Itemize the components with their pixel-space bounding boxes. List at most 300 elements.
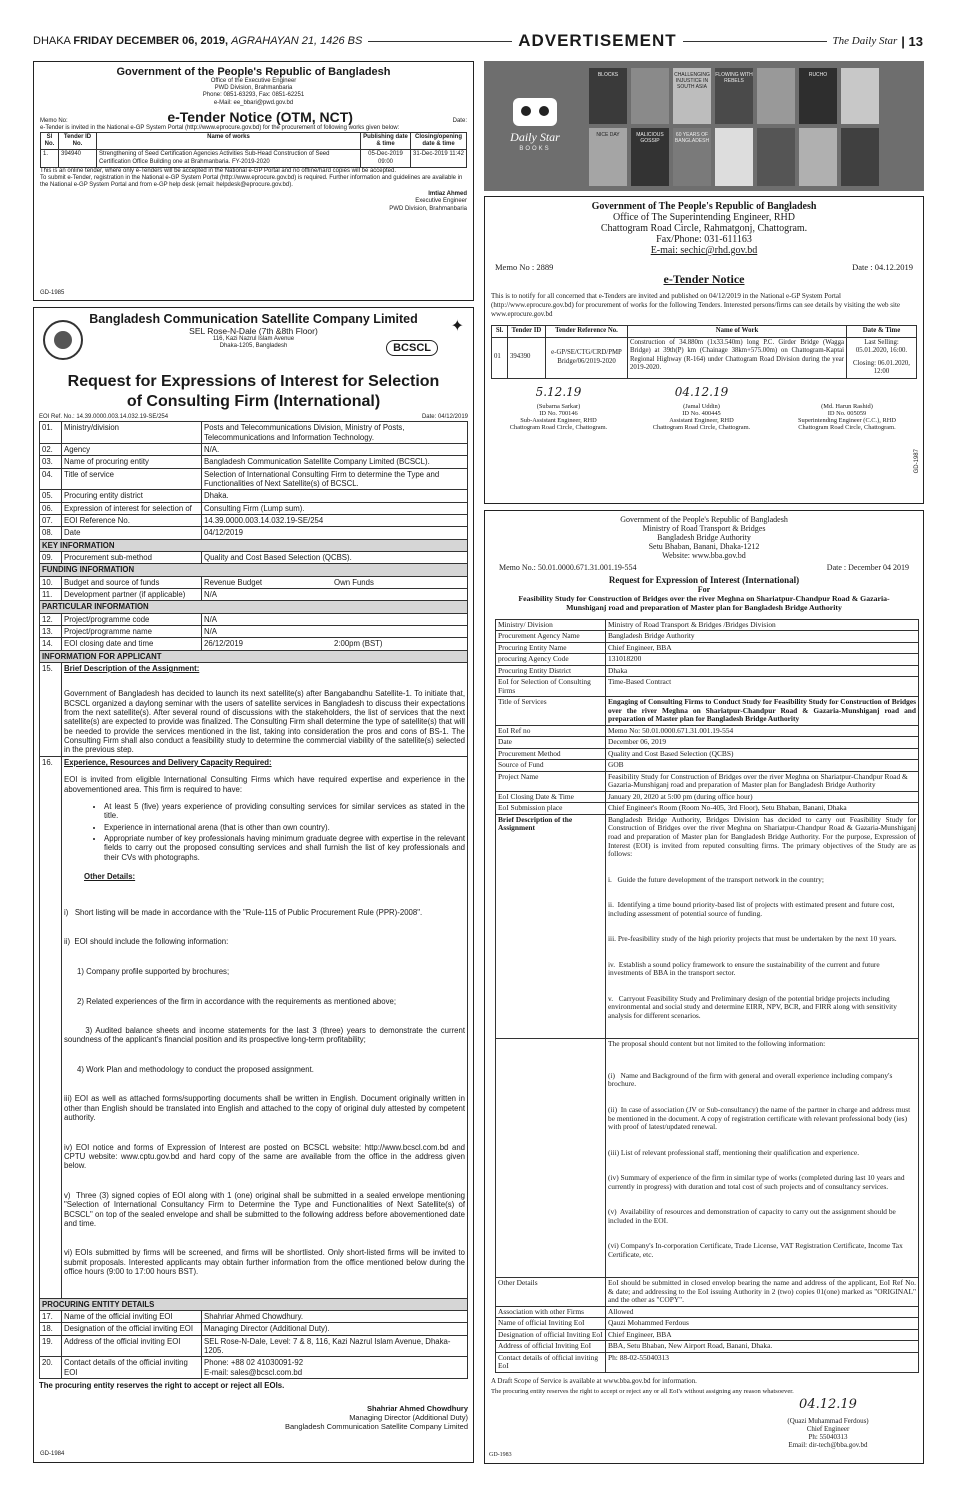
cell: 16. [40,756,62,1298]
cell [847,337,917,378]
cell: Address of the official inviting EOI [62,1335,202,1357]
row16-text: EOI is invited from eligible International Consulting Firms which have required expertise and experience in the abovementioned area. This firm is required to have: [64,775,465,794]
section-procuring-entity: PROCURING ENTITY DETAILS [40,1298,468,1310]
ad4-table [491,325,917,378]
section-funding: FUNDING INFORMATION [40,564,468,576]
cell: Agency [62,443,202,455]
book-cover: 60 YEARS OF BANGLADESH [673,128,711,186]
proposal-list [608,1055,916,1276]
ad5-code: GD-1983 [489,1451,512,1458]
ad5-title: Request for Expression of Interest (International) [608,575,800,585]
cell: EoI Closing Date & Time [496,791,606,803]
ad5-date: Date : December 04 2019 [826,563,909,572]
cell: Chief Engineer's Room (Room No-405, 3rd Floor), Setu Bhaban, Banani, Dhaka [606,803,919,815]
cell: 15. [40,663,62,757]
ad2-addr1: SEL Rose-N-Dale (7th &8th Floor) [189,326,318,336]
table-row [496,1039,919,1278]
table-row [40,1311,468,1323]
ad2-refdate: Date: 04/12/2019 [421,414,468,420]
cell: Budget and source of funds [62,576,202,588]
book-cover: BLOCKS [589,68,627,124]
ad1-office2: PWD Division, Brahmanbaria [214,85,293,92]
cell: Shahriar Ahmed Chowdhury. [202,1311,468,1323]
cell: EoI should be submitted in closed envelop bearing the name and address of the applicant, EoI Ref No. & date; and addressing to the EoI issuing Authority in 2 (two) copies 01(one) marked as "ORIGINAL" and the other as "COPY". [606,1278,919,1307]
signature: 04.12.19 [674,384,729,399]
ad1-intro: e-Tender is invited in the National e-GP System Portal (http://www.eprocure.gov.bd) for the procurement of following works given below: [40,124,400,131]
list-item: 3) Audited balance sheets and income statements for the last 3 (three) years to demonstrate the current soundness of the applicant's financial position and its prospective long-term profitability; [64,1026,468,1045]
cell: Posts and Telecommunications Division, Ministry of Posts, Telecommunications and Information Technology. [202,422,468,444]
book-cover [715,128,753,186]
table-row [40,502,468,514]
list-item: (iv) Summary of experience of the firm in similar type of works (completed during last 10 years and currently in progress) with duration and total cost of such projects and of consultancy services. [608,1173,907,1191]
book-cover [841,128,879,186]
owl-logo-icon [513,98,557,126]
signatory [634,385,769,431]
cell [202,638,468,650]
book-cover: RUCHO [799,68,837,124]
cell: Feasibility Study for Construction of Bridges over the river Meghna on Shariatpur-Chandpur Road & Gazaria-Munshiganj road and preparation of Master plan for Bangladesh Bridge Authority [606,771,919,791]
contact-email: E-mail: sales@bcscl.com.bd [204,1367,303,1377]
signature [777,385,917,403]
cell-part: 26/12/2019 [204,639,244,649]
book-cover: CHALLENGING INJUSTICE IN SOUTH ASIA [673,68,711,124]
cell: Name of official Inviting EoI [496,1318,606,1330]
signatory-title: Superintending Engineer (C.C.), RHD [798,416,896,424]
ad4-memo: Memo No : 2889 [495,262,554,272]
list-item: v. Carryout Feasibility Study and Preliminary design of the potential bridge projects including environmental and social study and determine EIRR, NPV, BCR, and FIRR along with sensitivity analysis for different scenarios. [608,993,899,1020]
cell: 04. [40,468,62,490]
experience-list [104,802,465,862]
cell [202,1357,468,1379]
paper-name: The Daily Star [832,35,898,47]
closing: Closing: 06.01.2020, 12:00 [852,359,911,376]
ad1-phone: Phone: 0851-63293, Fax: 0851-62251 [202,92,305,99]
daily-star-books-brand: Daily Star [510,130,560,144]
cell [202,576,468,588]
cell: 04/12/2019 [202,527,468,539]
row16-heading: Experience, Resources and Delivery Capacity Required: [64,757,272,767]
ad-daily-star-books [484,61,924,191]
cell-part: Own Funds [334,577,374,587]
table-row [40,422,468,444]
cell: 05-Dec-2019 09:00 [361,150,411,167]
table-row [40,576,468,588]
cell: 09. [40,551,62,563]
cell: Allowed [606,1306,919,1318]
cell: GOB [606,760,919,772]
cell: January 20, 2020 at 5:00 pm (during office hour) [606,791,919,803]
cell: December 06, 2019 [606,737,919,749]
cell: Dhaka [606,665,919,677]
ad5-addr: Setu Bhaban, Banani, Dhaka-1212 [648,542,760,551]
cell: 05. [40,490,62,502]
cell: Procuring entity district [62,490,202,502]
cell: Source of Fund [496,760,606,772]
cell: 01 [492,337,508,378]
table-row [496,1318,919,1330]
page-number: | 13 [901,33,924,49]
ad4-date: Date : 04.12.2019 [852,262,913,272]
list-item: 4) Work Plan and methodology to conduct the proposed assignment. [64,1064,314,1074]
ad2-org: Bangladesh Communication Satellite Company Limited [89,312,418,326]
cell: procuring Agency Code [496,654,606,666]
cell [62,756,468,1298]
satellite-icon: ✦ [450,318,464,335]
bcscl-logo: BCSCL [386,340,438,356]
signatory-title: Assistant Engineer, RHD [669,416,734,424]
cell: Ph: 88-02-55040313 [606,1352,919,1372]
cell: Memo No: 50.01.0000.671.31.001.19-554 [606,725,919,737]
ad5-signature: 04.12.19 [799,1397,857,1412]
cell: Development partner (if applicable) [62,589,202,601]
cell: Project/programme name [62,626,202,638]
cell-part: Revenue Budget [204,577,263,587]
cell: Quality and Cost Based Selection (QCBS) [606,748,919,760]
th: Tender ID [508,326,546,337]
list-item: v) Three (3) signed copies of EOI along with 1 (one) original shall be submitted in a sealed envelope mentioning "Selection of International Consultancy Firm to Determine the Type and Functionalities of Next Satellite(s) of BCSCL" on top of the sealed envelope and shall be submitted to the following address before abovementioned date and time. [64,1190,468,1228]
ad4-code: GD-1987 [913,448,920,473]
cell: Contact details of official inviting EoI [496,1352,606,1372]
ad4-title: e-Tender Notice [663,272,745,286]
ad5-sign-ph: Ph: 55040313 [808,1433,848,1441]
cell: Qauzi Mohammed Ferdous [606,1318,919,1330]
cell: Designation of the official inviting EOI [62,1323,202,1335]
ad2-title2: of Consulting Firm (International) [126,393,381,410]
list-item: iv. Establish a sound policy framework to ensure the sustainability of the current and future investments of BBA in the transport sector. [608,959,882,978]
book-cover: NICE DAY [589,128,627,186]
cell: Designation of official Inviting EoI [496,1329,606,1341]
cell: N/A [202,626,468,638]
cell: Title of service [62,468,202,490]
book-cover [841,68,879,124]
table-row [496,725,919,737]
table-row [41,150,467,167]
table-row [496,1329,919,1341]
ad2-title1: Request for Expressions of Interest for Selection [67,373,440,390]
cell: N/A [202,613,468,625]
table-row [40,514,468,526]
cell: Other Details [496,1278,606,1307]
list-item: i. Guide the future development of the transport network in the country; [608,874,824,884]
cell [606,1039,919,1278]
ad5-draft: A Draft Scope of Service is available at www.bba.gov.bd for information. [491,1376,697,1385]
other-details-list [64,889,468,1296]
table-row [496,619,919,631]
signatory-id: ID No. 700146 [539,409,578,417]
table-row [40,551,468,563]
proposal-intro: The proposal should content but not limited to the following information: [608,1039,826,1049]
ad2-reserve: The procuring entity reserves the right to accept or reject all EOIs. [39,1381,285,1391]
cell: 13. [40,626,62,638]
table-row [496,760,919,772]
ad5-reserve: The procuring entity reserves the right to accept or reject any or all EoI's without assigning any reason whatsoever. [491,1387,794,1395]
cell: Name of the official inviting EOI [62,1311,202,1323]
signatory-name: (Md. Harun Rashid) [821,402,873,410]
cell: Bangladesh Communication Satellite Company Limited (BCSCL). [202,456,468,468]
cell: 20. [40,1357,62,1379]
cell: BBA, Setu Bhaban, New Airport Road, Banani, Dhaka. [606,1341,919,1353]
cell: 01. [40,422,62,444]
cell: Procuring Entity Name [496,642,606,654]
cell: 10. [40,576,62,588]
cell: 1. [41,150,59,167]
ad2-table [39,421,468,1379]
cell: 02. [40,443,62,455]
cell: Bangladesh Bridge Authority [606,631,919,643]
table-row [496,791,919,803]
masthead-rule-right [683,41,827,42]
ad4-addr: Chattogram Road Circle, Rahmatgonj, Chattogram. [600,223,808,234]
cell: Title of Services [496,697,606,726]
ad1-note2: To submit e-Tender, registration in the National e-GP System Portal (http://www.eprocure.gov.bd) is required. Further information and guidelines are available in the National e-GP System Portal and from e-GP help desk (email: helpdesk@eprocure.gov.bd). [40,174,463,189]
cell: N/A. [202,443,468,455]
signature: 5.12.19 [535,384,582,399]
cell: Strengthening of Seed Certification Agencies Activities Sub-Head Construction of Seed Certification Office Building one at Brahmanbaria. FY-2019-2020 [97,150,361,167]
cell: Contact details of the official inviting EOI [62,1357,202,1379]
table-row [40,456,468,468]
cell: Managing Director (Additional Duty). [202,1323,468,1335]
cell: 07. [40,514,62,526]
signatory [777,385,917,431]
table-row [40,626,468,638]
cell: Association with other Firms [496,1306,606,1318]
ad-rhd-tender [484,196,924,504]
cell: Procurement Method [496,748,606,760]
ad1-table [40,132,467,168]
cell: Construction of 34.880m (1x33.540m) long P.C. Girder Bridge (Wagga Bridge) at 39th(P) km (Chainage 38km+575.00m) on Chattogram-Kaptai Regional Highway (R-164) under Chattogram Road Division during the year 2019-2020. [628,337,847,378]
cell [62,663,468,757]
list-item: • Experience in international arena (that is other than own country). [104,823,465,832]
cell: N/A [202,589,468,601]
list-item: i) Short listing will be made in accordance with the "Rule-115 of Public Procurement Rule (PPR)-2008". [64,907,423,917]
book-cover [757,128,795,186]
row15-heading: Brief Description of the Assignment: [64,664,200,674]
ad1-date: Date: [452,117,467,124]
cell-part: 2:00pm (BST) [334,639,383,649]
cell [496,1039,606,1278]
cell: Selection of International Consulting Firm to determine the Type and Functionalities of Next Satellite(s) of BCSCL. [202,468,468,490]
section-title: ADVERTISEMENT [518,31,677,50]
table-row [496,771,919,791]
table-row [40,468,468,490]
list-item: iv) EOI notice and forms of Expression of Interest are posted on BCSCL website: http://www.bcscl.com.bd and CPTU website: www.cptu.gov.bd and hard copy of the same are available from the office in the address given below. [64,1142,468,1171]
cell: Project Name [496,771,606,791]
ad2-sign-org: Bangladesh Communication Satellite Company Limited [284,1422,468,1432]
cell: EoI Ref no [496,725,606,737]
signatory-office: Chattogram Road Circle, Chattogram. [798,423,896,431]
cell: Quality and Cost Based Selection (QCBS). [202,551,468,563]
ad5-gov: Government of the People's Republic of Bangladesh [620,515,788,524]
signatory-id: ID No. 400445 [682,409,721,417]
list-item: (iii) List of relevant professional staff, mentioning their qualification and experience. [608,1147,860,1157]
table-row [40,443,468,455]
th: Sl No. [41,132,59,149]
ad1-sign-name: Imtiaz Ahmed [428,191,467,198]
list-item: ii. Identifying a time bound priority-based list of projects with estimated present and future cost, including assessment of potential source of funding. [608,900,897,918]
table-row [40,1335,468,1357]
ad2-ref: EOI Ref. No.: 14.39.0000.003.14.032.19-SE/254 [39,414,169,420]
ad4-office: Office of The Superintending Engineer, RHD [613,212,795,223]
cell: 12. [40,613,62,625]
table-row [40,756,468,1298]
table-row [492,337,917,378]
list-item: (ii) In case of association (JV or Sub-consultancy) the name of the partner in charge and address must be mentioned in the document. A copy of registration certificate with relevant professional body (ies) with proof of latest/updated renewal. [608,1104,913,1132]
cell: 394940 [59,150,97,167]
book-cover [799,128,837,186]
list-item: iii. Pre-feasibility study of the high priority projects that must be undertaken by the next 10 years. [608,934,897,944]
cell: 06. [40,502,62,514]
ad-bba-eoi [484,510,924,1464]
list-item: ii) EOI should include the following information: [64,937,229,947]
ad1-title: e-Tender Notice (OTM, NCT) [167,108,353,125]
cell: 18. [40,1323,62,1335]
ad4-email: E-mai: sechic@rhd.gov.bd [650,245,758,256]
cell: Engaging of Consulting Firms to Conduct Study for Feasibility Study for Construction of Bridges over the river Meghna on Shariatpur-Chandpur Road & Gazaria-Munshiganj road and preparation of Master plan for Bangladesh Bridge Authority [606,697,919,726]
table-row [496,814,919,1038]
table-row [40,589,468,601]
brief-objectives [608,859,916,1038]
th: Name of Work [628,326,847,337]
table-row [496,1341,919,1353]
list-item: vi) EOIs submitted by firms will be screened, and firms will be shortlisted. Only short-listed firms will be invited to submit proposals. Interested applicants may obtain further information from the office mentioned below during the office hours (9:00 to 17:00 hours BST). [64,1248,468,1277]
ad-bcscl-eoi [33,307,474,1463]
table-row [496,631,919,643]
signatory-office: Chattogram Road Circle, Chattogram. [652,423,751,431]
cell: Name of procuring entity [62,456,202,468]
ad5-web: Website: www.bba.gov.bd [662,551,746,560]
cell: 03. [40,456,62,468]
cell: Date [62,527,202,539]
cell: Consulting Firm (Lump sum). [202,502,468,514]
table-row [496,677,919,697]
contact-phone: Phone: +88 02 41030091-92 [204,1358,304,1368]
cell: Ministry of Road Transport & Bridges /Bridges Division [606,619,919,631]
cell: Procuring Entity District [496,665,606,677]
dateline: DHAKA FRIDAY DECEMBER 06, 2019, AGRAHAYAN 21, 1426 BS [33,35,363,47]
ad2-sign-name: Shahriar Ahmed Chowdhury [367,1404,468,1414]
last-selling: Last Selling: 05.01.2020, 16:00. [855,338,908,355]
cell: EoI Submission place [496,803,606,815]
ad5-sign-email: Email: dir-tech@bba.gov.bd [788,1441,868,1449]
th: Tender Reference No. [546,326,628,337]
book-cover [757,68,795,124]
ad1-note1: This is an online tender, where only e-Tenders will be accepted in the National e-GP Portal and no offline/hard copies will be accepted. [40,167,396,174]
book-cover: MALICIOUS GOSSIP [631,128,669,186]
cell: Ministry/ Division [496,619,606,631]
ad4-intro: This is to notify for all concerned that e-Tenders are invited and published on 04/12/2019 in the National e-GP System Portal (http://www.eprocure.gov.bd) for procurement of works for the following Tenders. Interested persons/firms can see details by visiting the web site www.eprocure.gov.bd [491,292,901,319]
ad5-memo: Memo No.: 50.01.0000.671.31.001.19-554 [499,563,637,572]
ad2-addr2: 116, Kazi Nazrul Islam Avenue [212,336,295,342]
other-details-heading: Other Details: [84,871,136,881]
cell: Brief Description of the Assignment [496,814,606,1038]
th: Name of works [97,132,361,149]
th: Tender ID No. [59,132,97,149]
cell: Time-Based Contract [606,677,919,697]
list-item: iii) EOI as well as attached forms/supporting documents shall be written in English. Document originally written in other than English should be translated into English and attached to the copy of original duly attested by competent authority. [64,1094,468,1123]
signatory-name: (Subarna Sarkar) [536,402,581,410]
list-item: (i) Name and Background of the firm with general and overall experience including company's brochure. [608,1070,895,1089]
table-row [40,527,468,539]
ad5-table [495,619,919,1373]
ad2-sign-title: Managing Director (Additional Duty) [349,1413,468,1423]
th: Publishing date & time [361,132,411,149]
ad5-sign-name: (Quazi Muhammad Ferdous) [787,1417,869,1425]
cell: Address of official Inviting EoI [496,1341,606,1353]
list-item: • At least 5 (five) years experience of providing consulting services for similar services as stated in the title. [104,802,465,821]
signatory-title: Sub-Assistant Engineer, RHD [520,416,597,424]
list-item: 2) Related experiences of the firm in accordance with the requirements as mentioned above; [64,996,396,1006]
cell: Dhaka. [202,490,468,502]
ad5-for: For [697,585,711,594]
cell: 11. [40,589,62,601]
cell: SEL Rose-N-Dale, Level: 7 & 8, 116, Kazi Nazrul Islam Avenue, Dhaka-1205. [202,1335,468,1357]
table-row [496,697,919,726]
cell: Procurement sub-method [62,551,202,563]
ad5-auth: Bangladesh Bridge Authority [657,533,751,542]
row15-text: Government of Bangladesh has decided to launch its next satellite(s) after Bangabandhu Satellite-1. To initiate that, BCSCL organized a daylong seminar with the users of satellite services in Bangladesh to discuss their expectations from the next satellite(s). After several round of discussions with the stakeholders, the list of services that the next satellite(s) are expected to provide was finalized. The Consulting Firm shall determine the type of satellite(s) that will be needed to provide the services mentioned in the list, taking into consideration the pros and cons of BS-1. The Consulting Firm shall also conduct a feasibility study to determine the commercial viability of the satellite(s) selected in the previous step. [64,689,465,755]
table-row [496,748,919,760]
ad1-code: GD-1985 [40,289,65,296]
brief-intro: Bangladesh Bridge Authority, Bridges Division has decided to carry out Feasibility Study for Construction of Bridges over the river Meghna on Shariatpur-Chandpur Road & Gazaria-Munshiganj road and preparation of Master plan for Bangladesh Bridge Authority. For the purpose, Expression of Interest (EOI) is invited from reputed consulting firms. The primary objectives of the Study are as follows: [608,814,916,859]
cell: 19. [40,1335,62,1357]
ad4-gov: Government of The People's Republic of Bangladesh [591,201,817,212]
cell: Expression of interest for selection of [62,502,202,514]
cell: 31-Dec-2019 11:42 [411,150,467,167]
cell: 131018200 [606,654,919,666]
masthead [33,30,923,52]
table-row [496,737,919,749]
ad-pwd-tender [33,61,474,301]
ad2-code: GD-1984 [40,1450,65,1457]
cell: e-GP/SE/CTG/CRD/PMP Bridge/06/2019-2020 [546,337,628,378]
ad4-fax: Fax/Phone: 031-611163 [656,234,752,245]
section-key-info: KEY INFORMATION [40,539,468,551]
list-item: • Appropriate number of key professionals having minimum graduate degree with expertise in the relevant fields to carry out the proposed consulting services and shall furnish the list of key professionals and their CVs with photographs. [104,834,465,862]
th: Closing/opening date & time [411,132,467,149]
cell: Project/programme code [62,613,202,625]
cell: 17. [40,1311,62,1323]
th: Sl. [492,326,508,337]
daily-star-books-sub: BOOKS [519,146,551,152]
cell: EOI closing date and time [62,638,202,650]
table-row [496,665,919,677]
table-row [40,1357,468,1379]
masthead-rule-left [368,41,512,42]
list-item: (v) Availability of resources and demonstration of capacity to carry out the assignment should be included in the EOI. [608,1207,898,1225]
ad1-sign-office: PWD Division, Brahmanbaria [389,205,467,212]
ad5-subtitle: Feasibility Study for Construction of Bridges over the river Meghna on Shariatpur-Chandpur Road & Gazaria-Munshiganj road and preparation of Master plan for Bangladesh Bridge Authority [518,594,890,613]
table-row [496,1278,919,1307]
cell: EOI Reference No. [62,514,202,526]
cell: Procurement Agency Name [496,631,606,643]
table-row [40,638,468,650]
table-row [496,1306,919,1318]
bd-gov-seal-icon [43,320,83,360]
signatory-office: Chattogram Road Circle, Chattogram. [509,423,608,431]
list-item: (vi) Company's In-corporation Certificate, Trade License, VAT Registration Certificate, Income Tax Certificate, etc. [608,1241,905,1259]
ad1-sign-title: Executive Engineer [415,198,467,205]
ad1-memo: Memo No: [40,117,68,124]
ad5-sign-title: Chief Engineer [806,1425,850,1433]
cell: 394390 [508,337,546,378]
ad1-office1: Office of the Executive Engineer [210,78,297,84]
th: Date & Time [847,326,917,337]
table-row [496,803,919,815]
section-particular: PARTICULAR INFORMATION [40,601,468,613]
table-row [40,1323,468,1335]
list-item: 1) Company profile supported by brochures; [64,967,230,976]
ad5-min: Ministry of Road Transport & Bridges [642,524,766,533]
